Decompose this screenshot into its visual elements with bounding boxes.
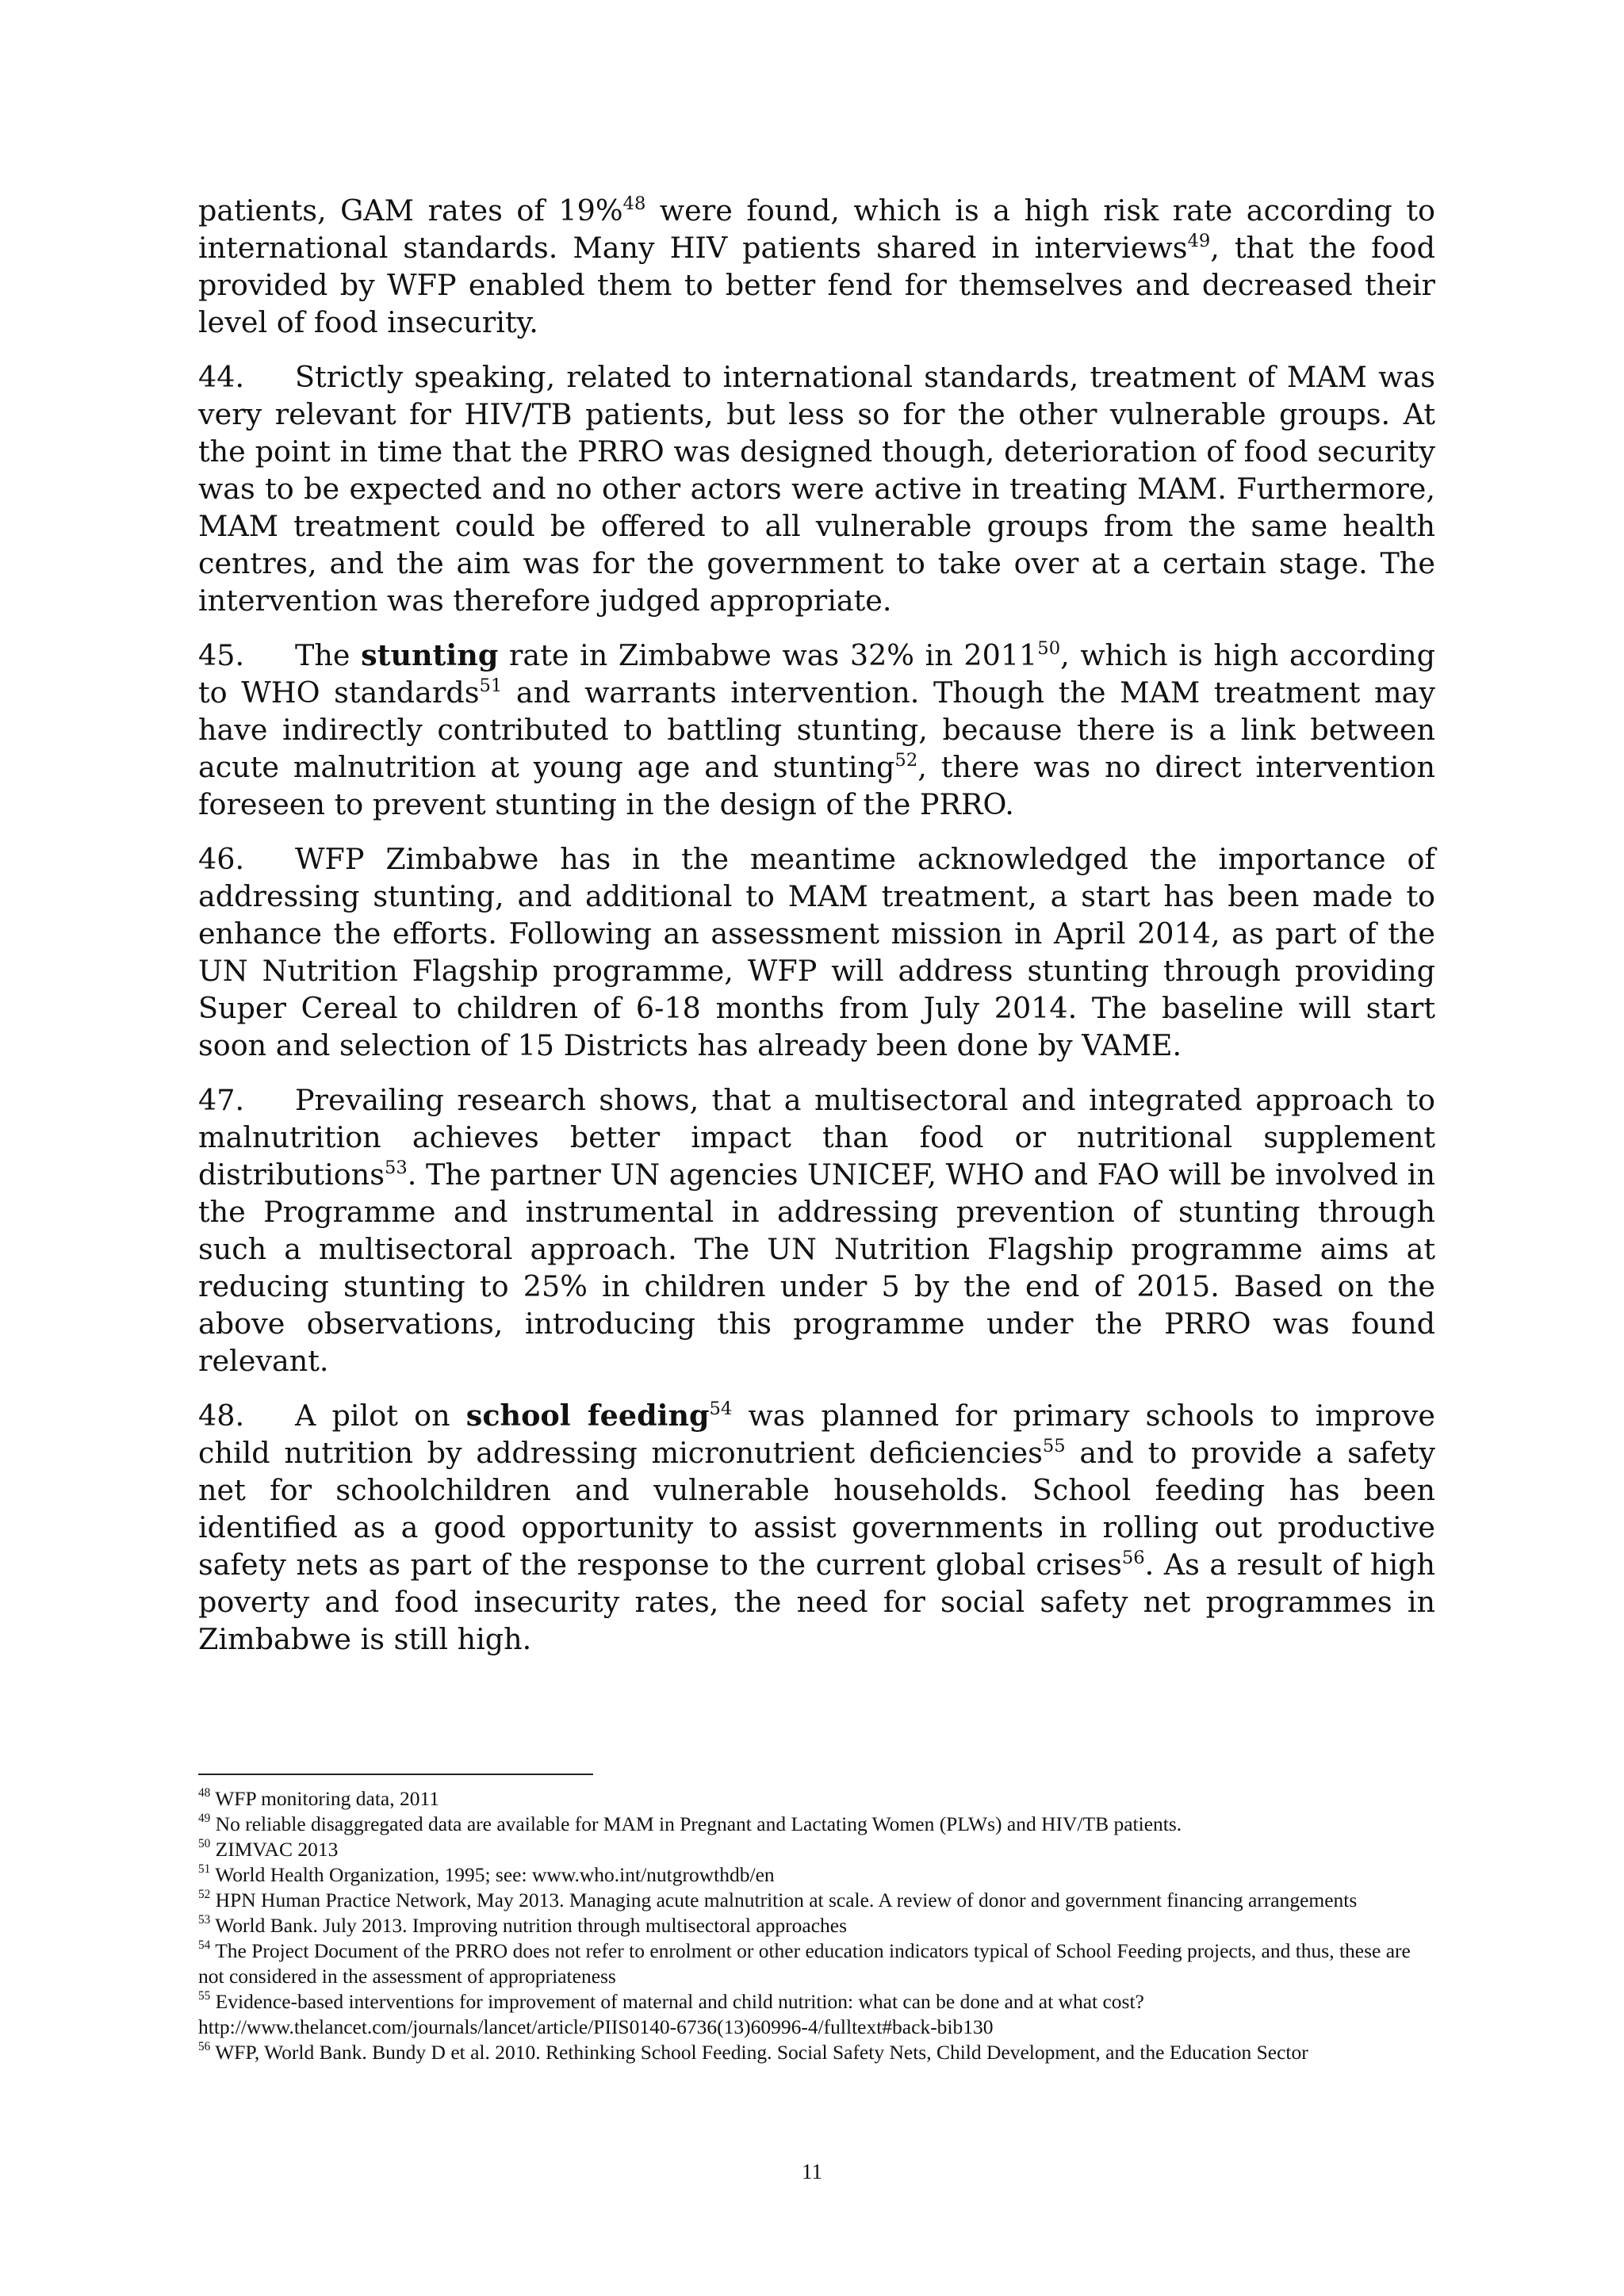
footnote-number: 56	[198, 2039, 211, 2053]
footnote	[198, 1913, 1435, 1938]
footnote-number: 50	[198, 1836, 211, 1850]
footnote-number: 55	[198, 1988, 211, 2003]
text: patients, GAM rates of 19%	[198, 193, 623, 228]
text: . As a result of high poverty and food insecurity rates, the need for social safety net programmes in Zimbabwe is still high.	[198, 1548, 1435, 1656]
footnote-ref-54[interactable]: 54	[709, 1398, 733, 1419]
footnote-text: No reliable disaggregated data are available for MAM in Pregnant and Lactating Women (PLWs) and HIV/TB patients.	[210, 1812, 1182, 1835]
footnote-ref-55[interactable]: 55	[1042, 1435, 1066, 1456]
text: and to provide a safety net for schoolchildren and vulnerable households. School feeding has been identified as a good opportunity to assist governments in rolling out productive safety nets as part of the response to the current global crises	[198, 1436, 1435, 1582]
footnote-text: World Bank. July 2013. Improving nutrition through multisectoral approaches	[210, 1914, 848, 1937]
footnote-text: ZIMVAC 2013	[210, 1838, 339, 1861]
footnote-number: 51	[198, 1862, 211, 1876]
footnote-ref-56[interactable]: 56	[1121, 1547, 1145, 1568]
footnote	[198, 1837, 1435, 1862]
footnote-number: 49	[198, 1811, 211, 1825]
footnote-text[interactable]: World Health Organization, 1995; see: www.who.int/nutgrowthdb/en	[210, 1863, 775, 1886]
footnote	[198, 1862, 1435, 1888]
paragraph-number: 44.	[198, 360, 245, 394]
text: Strictly speaking, related to international standards, treatment of MAM was very relevant for HIV/TB patients, but less so for the other vulnerable groups. At the point in time that the PRRO was designed though, deterioration of food security was to be expected and no other actors were active in treating MAM. Furthermore, MAM treatment could be offered to all vulnerable groups from the same health centres, and the aim was for the government to take over at a certain stage. The intervention was therefore judged appropriate.	[198, 360, 1435, 618]
text: , there was no direct intervention foreseen to prevent stunting in the design of the PRRO.	[198, 750, 1435, 821]
footnotes-section	[198, 1774, 1435, 2065]
footnote	[198, 1812, 1435, 1837]
footnote-ref-52[interactable]: 52	[894, 749, 918, 771]
footnote-text: WFP, World Bank. Bundy D et al. 2010. Rethinking School Feeding. Social Safety Nets, Child Development, and the Education Sector	[210, 2041, 1308, 2064]
footnote-text: The Project Document of the PRRO does not refer to enrolment or other education indicators typical of School Feeding projects, and thus, these are not considered in the assessment of appropriateness	[198, 1939, 1411, 1988]
paragraph-45	[198, 637, 1435, 823]
footnote-ref-50[interactable]: 50	[1037, 637, 1061, 659]
footnote-text: HPN Human Practice Network, May 2013. Managing acute malnutrition at scale. A review of donor and government financing arrangements	[210, 1888, 1358, 1911]
footnote-ref-53[interactable]: 53	[385, 1157, 408, 1178]
paragraph-number: 46.	[198, 842, 245, 876]
footnote	[198, 2040, 1435, 2065]
footnote-ref-48[interactable]: 48	[622, 193, 646, 214]
text: . The partner UN agencies UNICEF, WHO and FAO will be involved in the Programme and instrumental in addressing prevention of stunting through such a multisectoral approach. The UN Nutrition Flagship programme aims at reducing stunting to 25% in children under 5 by the end of 2015. Based on the above observations, introducing this programme under the PRRO was found relevant.	[198, 1158, 1435, 1378]
text: , that the food provided by WFP enabled them to better fend for themselves and decreased their level of food insecurity.	[198, 231, 1435, 339]
document-body	[198, 192, 1435, 1675]
page-number: 11	[802, 2160, 822, 2183]
paragraph-46	[198, 840, 1435, 1064]
footnote-ref-49[interactable]: 49	[1187, 230, 1211, 251]
paragraph-47	[198, 1081, 1435, 1380]
text: The	[295, 638, 362, 672]
text: A pilot on	[295, 1399, 466, 1433]
paragraph-44	[198, 358, 1435, 619]
footnote	[198, 1786, 1435, 1812]
paragraph-number: 47.	[198, 1083, 245, 1117]
text: , which is high according to WHO standards	[198, 638, 1435, 710]
footnote	[198, 1938, 1435, 1989]
text: were found, which is a high risk rate according to international standards. Many HIV patients shared in interviews	[198, 193, 1435, 265]
text: and warrants intervention. Though the MAM treatment may have indirectly contributed to battling stunting, because there is a link between acute malnutrition at young age and stunting	[198, 675, 1435, 784]
footnote-number: 48	[198, 1785, 211, 1800]
text: Prevailing research shows, that a multisectoral and integrated approach to malnutrition achieves better impact than food or nutritional supplement distributions	[198, 1083, 1435, 1192]
bold-term-school-feeding: school feeding	[465, 1399, 710, 1433]
footnote-number: 52	[198, 1887, 211, 1901]
footnote	[198, 1989, 1435, 2040]
footnote	[198, 1888, 1435, 1913]
footnote-ref-51[interactable]: 51	[479, 675, 503, 696]
text: was planned for primary schools to improve child nutrition by addressing micronutrient deficiencies	[198, 1399, 1435, 1470]
paragraph-43-continued	[198, 192, 1435, 341]
footnote-text[interactable]: Evidence-based interventions for improvement of maternal and child nutrition: what can be done and at what cost? http://www.thelancet.com/journals/lancet/article/PIIS0140-6736(13)60996-4/fulltext#back-bib130	[198, 1990, 1144, 2038]
footnote-number: 53	[198, 1912, 211, 1927]
text: rate in Zimbabwe was 32% in 2011	[498, 638, 1038, 672]
paragraph-48	[198, 1397, 1435, 1658]
bold-term-stunting: stunting	[361, 638, 499, 672]
footnote-text: WFP monitoring data, 2011	[210, 1787, 440, 1810]
text: WFP Zimbabwe has in the meantime acknowledged the importance of addressing stunting, and additional to MAM treatment, a start has been made to enhance the efforts. Following an assessment mission in April 2014, as part of the UN Nutrition Flagship programme, WFP will address stunting through providing Super Cereal to children of 6-18 months from July 2014. The baseline will start soon and selection of 15 Districts has already been done by VAME.	[198, 842, 1435, 1062]
paragraph-number: 45.	[198, 638, 245, 672]
footnote-separator	[198, 1774, 593, 1775]
paragraph-number: 48.	[198, 1399, 245, 1433]
footnote-number: 54	[198, 1938, 211, 1952]
